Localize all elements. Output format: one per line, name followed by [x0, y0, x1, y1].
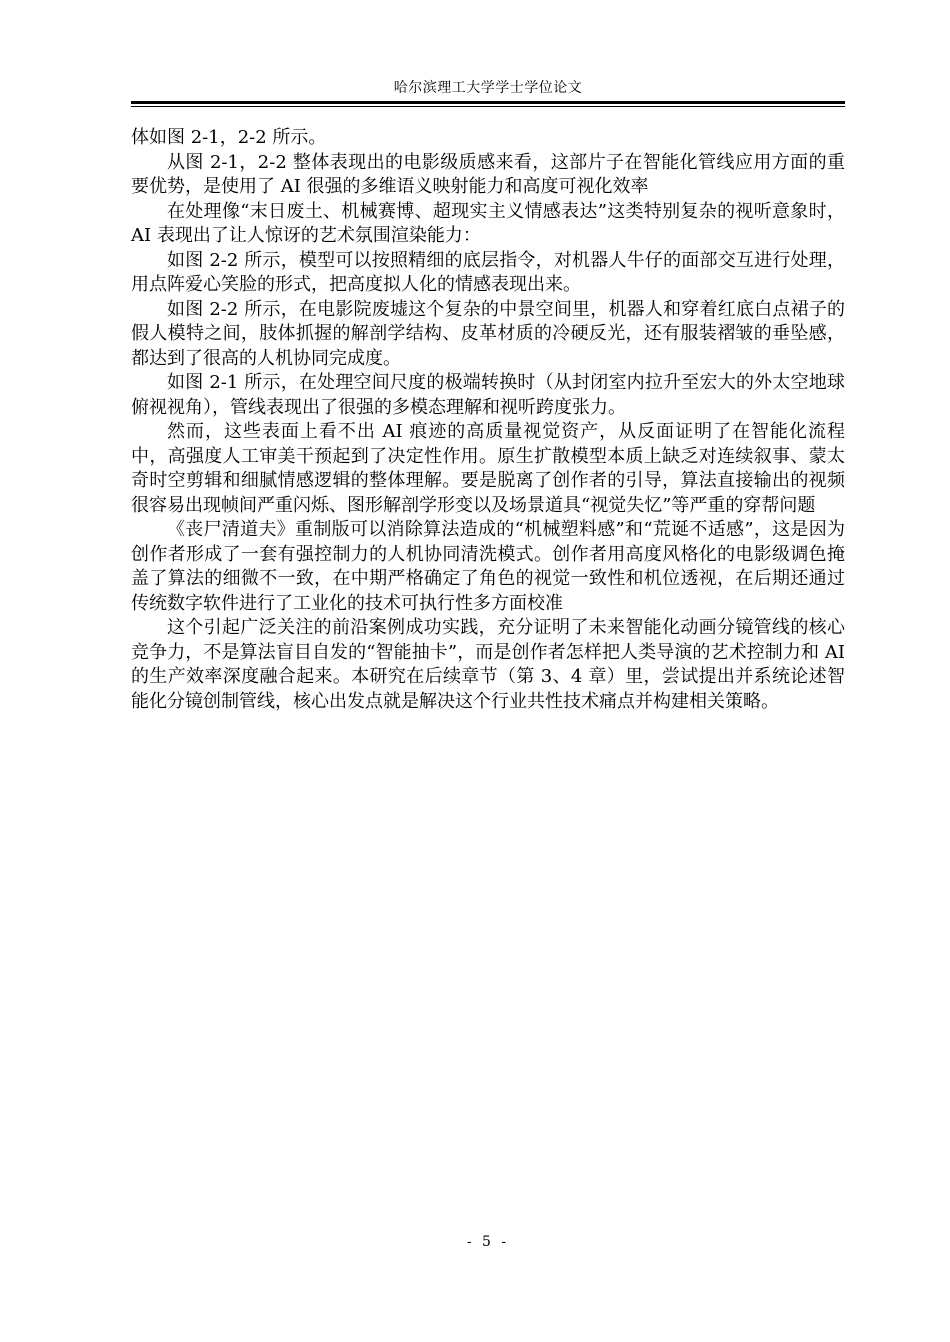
paragraph: 在处理像“末日废土、机械赛博、超现实主义情感表达”这类特别复杂的视听意象时，AI 表现出了让人惊讶的艺术氛围渲染能力：: [131, 200, 845, 246]
paragraph: 如图 2-2 所示，在电影院废墟这个复杂的中景空间里，机器人和穿着红底白点裙子的假人模特之间，肢体抓握的解剖学结构、皮革材质的冷硬反光，还有服装褶皱的垂坠感，都达到了很高的人机协同完成度。: [131, 298, 845, 369]
header-rule-thin: [131, 106, 845, 107]
paragraph: 从图 2-1，2-2 整体表现出的电影级质感来看，这部片子在智能化管线应用方面的重要优势，是使用了 AI 很强的多维语义映射能力和高度可视化效率: [131, 151, 845, 197]
paragraph: 《丧尸清道夫》重制版可以消除算法造成的“机械塑料感”和“荒诞不适感”，这是因为创作者形成了一套有强控制力的人机协同清洗模式。创作者用高度风格化的电影级调色掩盖了算法的细微不一致，在中期严格确定了角色的视觉一致性和机位透视，在后期还通过传统数字软件进行了工业化的技术可执行性多方面校准: [131, 519, 845, 614]
header-rule-thick: [131, 101, 845, 104]
body-text: [131, 126, 845, 714]
paragraph: 然而，这些表面上看不出 AI 痕迹的高质量视觉资产，从反面证明了在智能化流程中，高强度人工审美干预起到了决定性作用。原生扩散模型本质上缺乏对连续叙事、蒙太奇时空剪辑和细腻情感逻辑的整体理解。要是脱离了创作者的引导，算法直接输出的视频很容易出现帧间严重闪烁、图形解剖学形变以及场景道具“视觉失忆”等严重的穿帮问题: [131, 421, 845, 516]
paragraph: 如图 2-1 所示，在处理空间尺度的极端转换时（从封闭室内拉升至宏大的外太空地球俯视视角），管线表现出了很强的多模态理解和视听跨度张力。: [131, 372, 845, 418]
page-number: - 5 -: [466, 1234, 510, 1250]
paragraph: 如图 2-2 所示，模型可以按照精细的底层指令，对机器人牛仔的面部交互进行处理，用点阵爱心笑脸的形式，把高度拟人化的情感表现出来。: [131, 249, 845, 295]
paragraph-continuation: 体如图 2-1，2-2 所示。: [131, 127, 327, 148]
paragraph: 这个引起广泛关注的前沿案例成功实践，充分证明了未来智能化动画分镜管线的核心竞争力，不是算法盲目自发的“智能抽卡”，而是创作者怎样把人类导演的艺术控制力和 AI 的生产效率深度融合起来。本研究在后续章节（第 3、4 章）里，尝试提出并系统论述智能化分镜创制管线，核心出发点就是解决这个行业共性技术痛点并构建相关策略。: [131, 617, 845, 712]
running-header: 哈尔滨理工大学学士学位论文: [393, 80, 583, 96]
